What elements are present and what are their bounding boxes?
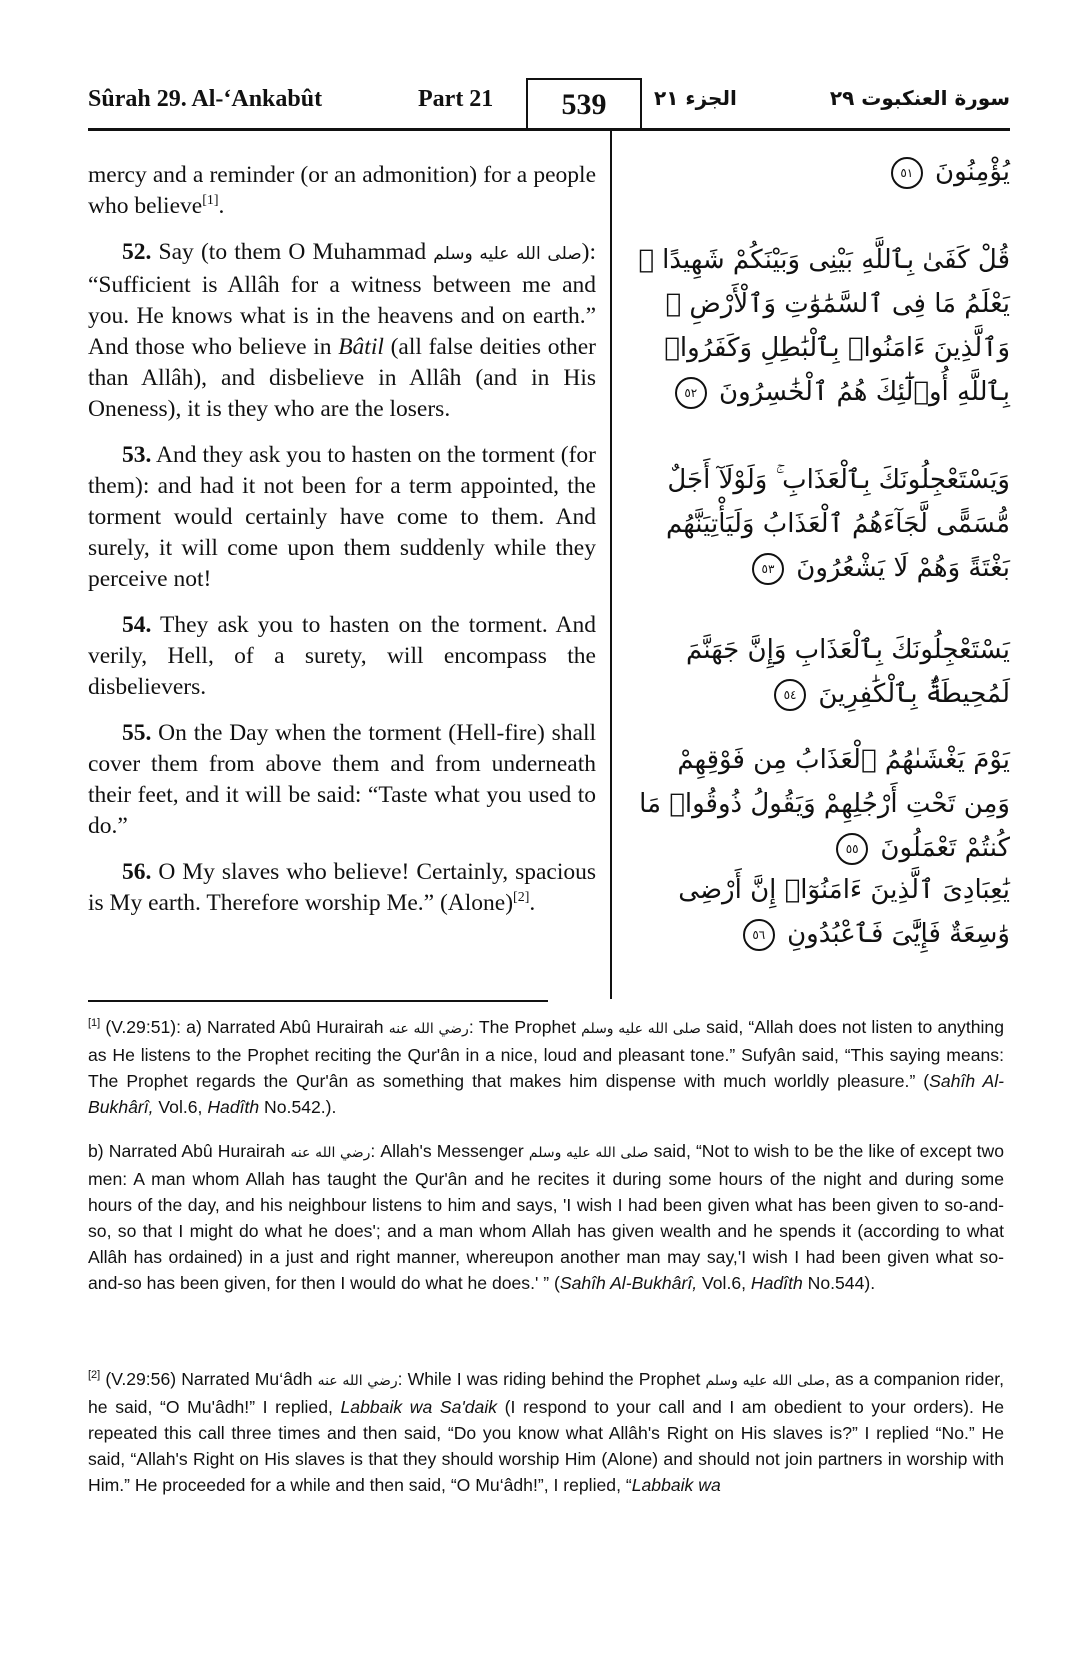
footnote-2: [2] (V.29:56) Narrated Mu‘âdh رضي الله عنه: While I was riding behind the Prophet صلى الله عليه وسلم, as a companion rider, he said, “O Mu'âdh!” I replied, Labbaik wa Sa'daik (I respond to your call and I am obedient to your orders). He repeated this call three times and then said, “Do you know what Allâh's Right on His slaves is?” I replied “No.” He said, “Allah's Right on His slaves is that they should worship Him (Alone) and should not join partners in worship with Him.” He proceeded for a while and then said, “O Mu‘âdh!”, I replied, “Labbaik wa — [88, 1369, 1005, 1495]
arabic-ayah-52: قُلْ كَفَىٰ بِٱللَّهِ بَيْنِى وَبَيْنَكُمْ شَهِيدًا ۖ يَعْلَمُ مَا فِى ٱلسَّمَٰوَٰتِ وَٱلْأَرْضِ ۗ وَٱلَّذِينَ ءَامَنُوا۟ بِٱلْبَٰطِلِ وَكَفَرُوا۟ بِٱللَّهِ أُو۟لَٰٓئِكَ هُمُ ٱلْخَٰسِرُونَ ٥٢ — [638, 245, 1010, 407]
hadith-term: Hadîth — [207, 1097, 260, 1117]
ayah-end-marker: ٥٢ — [675, 377, 707, 409]
part-label: Part 21 — [418, 86, 494, 112]
footnote-1b: b) Narrated Abû Hurairah رضي الله عنه: Allah's Messenger صلى الله عليه وسلم said, “Not to wish to be the like of except two men: A man whom Allah has taught the Qur'ân and he recites it during some hours of the night and during some hours of the day, and his neighbour listens to him and says, 'I wish I had been given what has been given to so-and-so, so that I might do what he does'; and a man whom Allah has given wealth and he spends it (according to what Allâh has ordained) in a just and right manner, whereupon another man may say,'I wish I had been given what so-and-so has been given, for then I would do what he does.' ” (Sahîh Al-Bukhârî, Vol.6, Hadîth No.544). — [88, 1141, 1004, 1293]
verse-number: 52. — [122, 239, 152, 265]
ayah-end-marker: ٥٤ — [774, 679, 806, 711]
salawat-glyph: صلى الله عليه وسلم — [433, 244, 582, 264]
labbaik-phrase: Labbaik wa Sa'daik — [340, 1397, 498, 1417]
source-title: Sahîh Al-Bukhârî, — [559, 1273, 698, 1293]
header-rule — [88, 128, 1010, 131]
radi-glyph: رضي الله عنه — [388, 1021, 469, 1037]
arabic-ayah-55: يَوْمَ يَغْشَىٰهُمُ ٱلْعَذَابُ مِن فَوْقِهِمْ وَمِن تَحْتِ أَرْجُلِهِمْ وَيَقُولُ ذُوقُوا۟ مَا كُنتُمْ تَعْمَلُونَ ٥٥ — [639, 745, 1010, 863]
batil-term: Bâtil — [338, 334, 384, 360]
radi-glyph: رضي الله عنه — [290, 1145, 371, 1161]
footnote-1a: [1] (V.29:51): a) Narrated Abû Hurairah رضي الله عنه: The Prophet صلى الله عليه وسلم said, “Allah does not listen to anything as He listens to the Prophet reciting the Qur'ân in a nice, loud and pleasant tone.” Sufyân said, “This saying means: The Prophet regards the Qur'ân as something that makes him dispense with much worldly pleasure.” (Sahîh Al-Bukhârî, Vol.6, Hadîth No.542.). — [88, 1017, 1005, 1117]
arabic-ayah-51: يُؤْمِنُونَ ٥١ — [625, 150, 1010, 194]
salawat-glyph: صلى الله عليه وسلم — [705, 1373, 826, 1389]
labbaik-phrase: Labbaik wa — [631, 1475, 721, 1495]
ayah-end-marker: ٥٦ — [743, 919, 775, 951]
arabic-ayah-56: يَٰعِبَادِىَ ٱلَّذِينَ ءَامَنُوٓا۟ إِنَّ أَرْضِى وَٰسِعَةٌ فَإِيَّٰىَ فَٱعْبُدُونِ ٥٦ — [678, 875, 1010, 949]
verse-53: 53. And they ask you to hasten on the torment (for them): and had it not been for a term appointed, the torment would certainly have come to them. And surely, it will come upon them suddenly while they perceive not! — [88, 442, 596, 592]
page-number: 539 — [526, 78, 642, 130]
verse-52: 52. Say (to them O Muhammad صلى الله عليه وسلم): “Sufficient is Allâh for a witness between me and you. He knows what is in the heavens and on earth.” And those who believe in Bâtil (all false deities other than Allâh), and disbelieve in Allâh (and in His Oneness), it is they who are the losers. — [88, 239, 597, 422]
ayah-end-marker: ٥١ — [891, 157, 923, 189]
ayah-end-marker: ٥٥ — [836, 833, 868, 865]
ayah-end-marker: ٥٣ — [752, 553, 784, 585]
source-title: Sahîh Al-Bukhârî, — [88, 1071, 1004, 1117]
verse-55: 55. On the Day when the torment (Hell-fire) shall cover them from above them and from underneath their feet, and it will be said: “Taste what you used to do.” — [88, 720, 596, 839]
verse-54: 54. They ask you to hasten on the torment. And verily, Hell, of a surety, will encompass the disbelievers. — [88, 612, 596, 700]
column-divider — [610, 131, 612, 999]
footnote-ref-2[interactable]: [2] — [513, 890, 530, 906]
arabic-surah-title: سورة العنكبوت ٢٩ — [829, 86, 1010, 110]
verse-number: 54. — [122, 612, 152, 638]
verse-number: 53. — [122, 442, 152, 468]
verse-number: 56. — [122, 859, 152, 885]
arabic-part-label: الجزء ٢١ — [654, 86, 737, 110]
english-translation — [88, 160, 596, 934]
hadith-term: Hadîth — [750, 1273, 803, 1293]
surah-title: Sûrah 29. Al-‘Ankabût — [88, 86, 323, 112]
verse-56: 56. O My slaves who believe! Certainly, spacious is My earth. Therefore worship Me.” (Alone)[2]. — [88, 859, 596, 916]
verse-51-tail: mercy and a reminder (or an admonition) for a people who believe[1]. — [88, 162, 596, 219]
footnote-marker-1: [1] — [88, 1017, 101, 1030]
footnote-rule — [88, 1000, 548, 1002]
salawat-glyph: صلى الله عليه وسلم — [528, 1145, 649, 1161]
arabic-ayah-53: وَيَسْتَعْجِلُونَكَ بِٱلْعَذَابِ ۚ وَلَوْلَآ أَجَلٌ مُّسَمًّى لَّجَآءَهُمُ ٱلْعَذَابُ وَلَيَأْتِيَنَّهُم بَغْتَةً وَهُمْ لَا يَشْعُرُونَ ٥٣ — [666, 465, 1010, 583]
footnote-ref-1[interactable]: [1] — [202, 193, 219, 209]
arabic-ayah-54: يَسْتَعْجِلُونَكَ بِٱلْعَذَابِ وَإِنَّ جَهَنَّمَ لَمُحِيطَةٌۢ بِٱلْكَٰفِرِينَ ٥٤ — [686, 635, 1010, 709]
page-header — [88, 78, 1010, 130]
footnote-marker-2: [2] — [88, 1369, 101, 1382]
radi-glyph: رضي الله عنه — [317, 1373, 398, 1389]
verse-number: 55. — [122, 720, 152, 746]
salawat-glyph: صلى الله عليه وسلم — [581, 1021, 701, 1037]
